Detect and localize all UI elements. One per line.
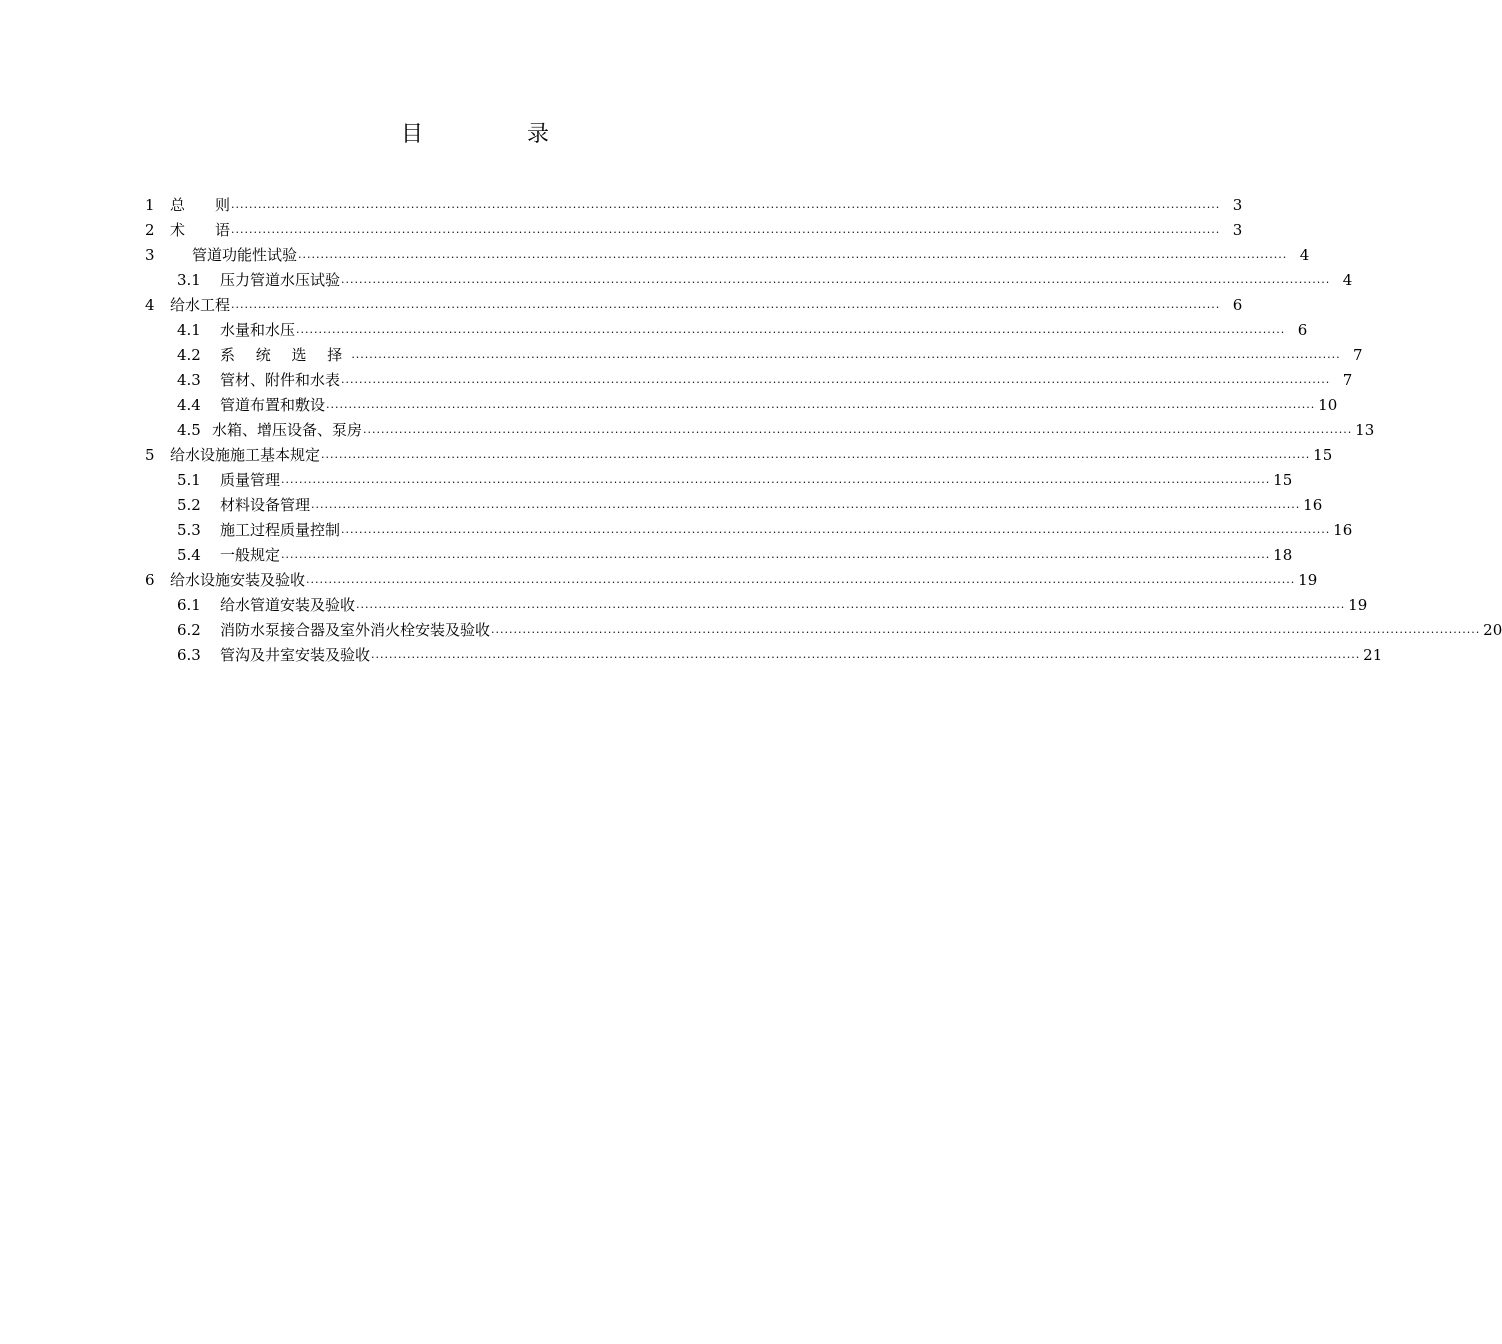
toc-page-number: 21 — [1363, 646, 1383, 664]
toc-leader: ............................................................................................................................................................................................................................ — [341, 273, 1331, 286]
toc-entry-4[interactable] — [145, 290, 1243, 315]
toc-title: 给水工程 — [170, 296, 231, 314]
toc-entry-6[interactable] — [145, 565, 1318, 590]
toc-number: 2 — [145, 221, 155, 239]
toc-page-number: 16 — [1303, 496, 1323, 514]
toc-number: 4.4 — [177, 396, 201, 414]
toc-leader: ............................................................................................................................................................................................................................ — [371, 648, 1361, 661]
toc-page-number: 4 — [1342, 271, 1353, 289]
toc-page-number: 6 — [1297, 321, 1308, 339]
toc-title: 质量管理 — [220, 471, 281, 489]
toc-title: 压力管道水压试验 — [220, 271, 341, 289]
toc-leader: ............................................................................................................................................................................................................................ — [298, 248, 1288, 261]
toc-title: 管沟及井室安装及验收 — [220, 646, 371, 664]
toc-number: 3.1 — [177, 271, 201, 289]
toc-title: 给水设施安装及验收 — [170, 571, 306, 589]
toc-page-number: 16 — [1333, 521, 1353, 539]
toc-title: 材料设备管理 — [220, 496, 311, 514]
toc-number: 5.1 — [177, 471, 201, 489]
toc-number: 5.2 — [177, 496, 201, 514]
toc-leader: ............................................................................................................................................................................................................................ — [491, 623, 1481, 636]
toc-entry-6-2[interactable] — [177, 615, 1502, 640]
toc-entry-3[interactable] — [145, 240, 1310, 265]
toc-leader: ............................................................................................................................................................................................................................ — [341, 523, 1331, 536]
toc-leader: ............................................................................................................................................................................................................................ — [281, 473, 1271, 486]
toc-title: 管道功能性试验 — [192, 246, 298, 264]
toc-leader: ............................................................................................................................................................................................................................ — [356, 598, 1346, 611]
toc-title: 术 语 — [170, 221, 231, 239]
toc-title: 管道布置和敷设 — [220, 396, 326, 414]
toc-entry-5-2[interactable] — [177, 490, 1323, 515]
toc-title: 给水设施施工基本规定 — [170, 446, 321, 464]
toc-number: 6.2 — [177, 621, 201, 639]
toc-number: 5 — [145, 446, 155, 464]
toc-entry-2[interactable] — [145, 215, 1243, 240]
toc-title: 管材、附件和水表 — [220, 371, 341, 389]
toc-page-number: 4 — [1299, 246, 1310, 264]
toc-title: 水量和水压 — [220, 321, 296, 339]
toc-entry-5-4[interactable] — [177, 540, 1293, 565]
toc-title: 给水管道安装及验收 — [220, 596, 356, 614]
toc-entry-5-1[interactable] — [177, 465, 1293, 490]
toc-number: 4.2 — [177, 346, 201, 364]
toc-number: 1 — [145, 196, 155, 214]
toc-page-number: 20 — [1483, 621, 1502, 639]
toc-page-number: 18 — [1273, 546, 1293, 564]
toc-leader: ............................................................................................................................................................................................................................ — [281, 548, 1271, 561]
toc-title: 消防水泵接合器及室外消火栓安装及验收 — [220, 621, 491, 639]
toc-page-number: 15 — [1273, 471, 1293, 489]
toc-title: 水箱、增压设备、泵房 — [212, 421, 363, 439]
toc-number: 5.4 — [177, 546, 201, 564]
toc-number: 6 — [145, 571, 155, 589]
toc-page-number: 15 — [1313, 446, 1333, 464]
toc-entry-4-5[interactable] — [177, 415, 1375, 440]
toc-entry-6-1[interactable] — [177, 590, 1368, 615]
toc-page-number: 19 — [1298, 571, 1318, 589]
toc-number: 4.1 — [177, 321, 201, 339]
toc-leader: ............................................................................................................................................................................................................................ — [321, 448, 1311, 461]
toc-leader: ............................................................................................................................................................................................................................ — [351, 348, 1341, 361]
toc-leader: ............................................................................................................................................................................................................................ — [326, 398, 1316, 411]
toc-leader: ............................................................................................................................................................................................................................ — [231, 223, 1221, 236]
toc-title: 系 统 选 择 — [220, 346, 351, 364]
toc-leader: ............................................................................................................................................................................................................................ — [296, 323, 1286, 336]
toc-title: 施工过程质量控制 — [220, 521, 341, 539]
toc-title: 一般规定 — [220, 546, 281, 564]
page-title — [0, 120, 950, 150]
toc-page-number: 3 — [1232, 221, 1243, 239]
toc-leader: ............................................................................................................................................................................................................................ — [231, 298, 1221, 311]
toc-number: 4.3 — [177, 371, 201, 389]
toc-page-number: 3 — [1232, 196, 1243, 214]
toc-entry-4-3[interactable] — [177, 365, 1353, 390]
toc-entry-4-2[interactable] — [177, 340, 1363, 365]
toc-entry-6-3[interactable] — [177, 640, 1383, 665]
page-title-char-2: 录 — [527, 122, 550, 147]
toc-number: 5.3 — [177, 521, 201, 539]
toc-number: 3 — [145, 246, 155, 264]
toc-number: 4.5 — [177, 421, 201, 439]
toc-number: 6.1 — [177, 596, 201, 614]
toc-leader: ............................................................................................................................................................................................................................ — [311, 498, 1301, 511]
toc-leader: ............................................................................................................................................................................................................................ — [363, 423, 1353, 436]
toc-entry-4-1[interactable] — [177, 315, 1308, 340]
toc-entry-5-3[interactable] — [177, 515, 1353, 540]
toc-entry-5[interactable] — [145, 440, 1333, 465]
toc-leader: ............................................................................................................................................................................................................................ — [231, 198, 1221, 211]
page-title-char-1: 目 — [400, 122, 423, 147]
toc-page-number: 6 — [1232, 296, 1243, 314]
toc-number: 6.3 — [177, 646, 201, 664]
toc-page-number: 10 — [1318, 396, 1338, 414]
toc-leader: ............................................................................................................................................................................................................................ — [341, 373, 1331, 386]
toc-entry-1[interactable] — [145, 190, 1243, 215]
toc-page-number: 7 — [1342, 371, 1353, 389]
toc-leader: ............................................................................................................................................................................................................................ — [306, 573, 1296, 586]
toc-page-number: 7 — [1353, 346, 1363, 364]
toc-page-number: 13 — [1355, 421, 1375, 439]
toc-number: 4 — [145, 296, 155, 314]
toc-entry-3-1[interactable] — [177, 265, 1353, 290]
toc-page-number: 19 — [1348, 596, 1368, 614]
toc-title: 总 则 — [170, 196, 231, 214]
toc-entry-4-4[interactable] — [177, 390, 1338, 415]
